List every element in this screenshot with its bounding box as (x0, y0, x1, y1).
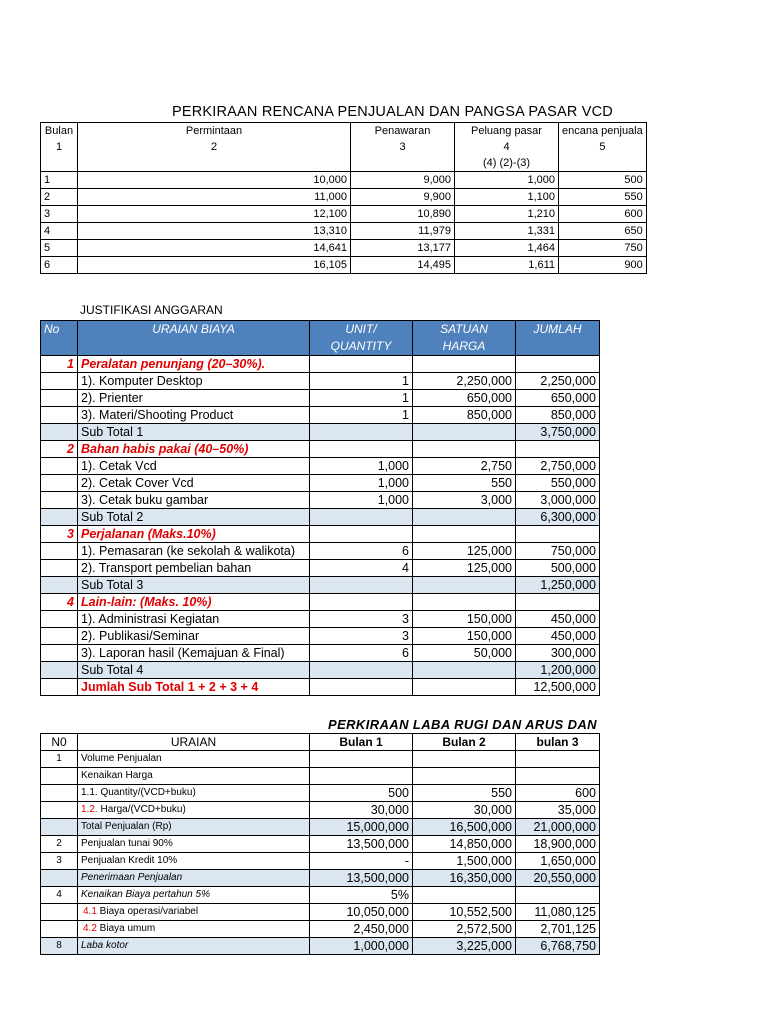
month1-cell: 1,000,000 (310, 938, 413, 955)
price-cell (413, 509, 516, 526)
unit-cell (310, 424, 413, 441)
budget-row (41, 543, 600, 560)
budget-row (41, 492, 600, 509)
row-description (78, 853, 310, 870)
unit-cell (310, 662, 413, 679)
budget-row (41, 662, 600, 679)
row-number (41, 645, 78, 662)
month1-cell: 13,500,000 (310, 836, 413, 853)
row-description: 1). Komputer Desktop (78, 373, 310, 390)
month2-cell: 16,350,000 (413, 870, 516, 887)
row-number: 4 (41, 887, 78, 904)
header-cell: 1 (41, 139, 78, 155)
total-cell: 2,250,000 (516, 373, 600, 390)
total-cell (516, 356, 600, 373)
table-row (41, 189, 647, 206)
month-cell: 1 (41, 172, 78, 189)
price-cell: 550 (413, 475, 516, 492)
header-cell: Peluang pasar (455, 123, 559, 140)
price-cell: 150,000 (413, 611, 516, 628)
value-cell: 14,495 (351, 257, 455, 274)
total-cell: 3,750,000 (516, 424, 600, 441)
unit-cell (310, 577, 413, 594)
row-label: Kenaikan Harga (81, 770, 153, 781)
unit-cell: 6 (310, 543, 413, 560)
month1-cell: 2,450,000 (310, 921, 413, 938)
header-cell (78, 155, 351, 172)
total-cell: 500,000 (516, 560, 600, 577)
row-number: 3 (41, 853, 78, 870)
sales-plan-table (40, 122, 647, 274)
month-cell: 6 (41, 257, 78, 274)
row-number: 4 (41, 594, 78, 611)
total-cell: 1,200,000 (516, 662, 600, 679)
price-cell: 2,250,000 (413, 373, 516, 390)
row-label: Harga/(VCD+buku) (97, 804, 186, 815)
unit-cell (310, 679, 413, 696)
header-cell: bulan 3 (516, 734, 600, 751)
row-number: 3 (41, 526, 78, 543)
table-row (41, 172, 647, 189)
month1-cell (310, 768, 413, 785)
value-cell: 900 (559, 257, 647, 274)
month3-cell: 35,000 (516, 802, 600, 819)
month1-cell: 500 (310, 785, 413, 802)
pl-row (41, 921, 600, 938)
unit-cell: 1,000 (310, 492, 413, 509)
total-cell: 450,000 (516, 611, 600, 628)
row-description (78, 921, 310, 938)
header-cell: 3 (351, 139, 455, 155)
month2-cell: 1,500,000 (413, 853, 516, 870)
header-cell: N0 (41, 734, 78, 751)
header-cell (41, 155, 78, 172)
month3-cell: 2,701,125 (516, 921, 600, 938)
price-cell (413, 356, 516, 373)
unit-cell (310, 594, 413, 611)
row-number (41, 679, 78, 696)
pl-row (41, 853, 600, 870)
price-cell: 50,000 (413, 645, 516, 662)
row-description: 1). Pemasaran (ke sekolah & walikota) (78, 543, 310, 560)
pl-row (41, 836, 600, 853)
budget-row (41, 373, 600, 390)
unit-cell: 1 (310, 373, 413, 390)
row-description: 2). Transport pembelian bahan (78, 560, 310, 577)
row-description (78, 887, 310, 904)
row-number: 8 (41, 938, 78, 955)
value-cell: 13,177 (351, 240, 455, 257)
row-description: 2). Publikasi/Seminar (78, 628, 310, 645)
value-cell: 550 (559, 189, 647, 206)
month2-cell: 2,572,500 (413, 921, 516, 938)
table-row (41, 223, 647, 240)
value-cell: 650 (559, 223, 647, 240)
row-number: 2 (41, 836, 78, 853)
row-number (41, 458, 78, 475)
pl-row (41, 904, 600, 921)
price-cell: 125,000 (413, 560, 516, 577)
budget-row (41, 407, 600, 424)
row-number (41, 543, 78, 560)
value-cell: 1,331 (455, 223, 559, 240)
total-cell (516, 441, 600, 458)
month3-cell: 6,768,750 (516, 938, 600, 955)
header-cell: Penawaran (351, 123, 455, 140)
unit-cell: 3 (310, 628, 413, 645)
row-number (41, 802, 78, 819)
row-label: Penjualan tunai 90% (81, 838, 173, 849)
value-cell: 1,464 (455, 240, 559, 257)
total-cell: 3,000,000 (516, 492, 600, 509)
month1-cell: 10,050,000 (310, 904, 413, 921)
row-description (78, 938, 310, 955)
row-number (41, 560, 78, 577)
value-cell: 600 (559, 206, 647, 223)
header-row (41, 139, 647, 155)
month1-cell: 5% (310, 887, 413, 904)
header-row (41, 338, 600, 356)
row-number (41, 475, 78, 492)
unit-cell (310, 441, 413, 458)
month2-cell (413, 887, 516, 904)
month3-cell: 11,080,125 (516, 904, 600, 921)
month1-cell: - (310, 853, 413, 870)
row-description (78, 785, 310, 802)
month3-cell: 20,550,000 (516, 870, 600, 887)
price-cell (413, 526, 516, 543)
budget-row (41, 679, 600, 696)
unit-cell: 1,000 (310, 458, 413, 475)
row-number: 2 (41, 441, 78, 458)
row-description: Jumlah Sub Total 1 + 2 + 3 + 4 (78, 679, 310, 696)
pl-row (41, 887, 600, 904)
value-cell: 1,611 (455, 257, 559, 274)
total-cell (516, 526, 600, 543)
unit-cell (310, 509, 413, 526)
header-cell: (4) (2)-(3) (455, 155, 559, 172)
unit-cell (310, 526, 413, 543)
price-cell: 150,000 (413, 628, 516, 645)
row-description: Perjalanan (Maks.10%) (78, 526, 310, 543)
total-cell: 650,000 (516, 390, 600, 407)
header-cell: Permintaan (78, 123, 351, 140)
value-cell: 14,641 (78, 240, 351, 257)
header-cell: QUANTITY (310, 338, 413, 356)
total-cell: 12,500,000 (516, 679, 600, 696)
row-label: Total Penjualan (Rp) (81, 821, 172, 832)
budget-row (41, 645, 600, 662)
month3-cell (516, 887, 600, 904)
price-cell: 850,000 (413, 407, 516, 424)
pl-row (41, 802, 600, 819)
header-row (41, 734, 600, 751)
header-cell: Bulan 2 (413, 734, 516, 751)
total-cell: 450,000 (516, 628, 600, 645)
month3-cell: 600 (516, 785, 600, 802)
total-cell: 6,300,000 (516, 509, 600, 526)
row-number (41, 785, 78, 802)
row-description: Sub Total 2 (78, 509, 310, 526)
header-cell (41, 338, 78, 356)
budget-row (41, 458, 600, 475)
header-cell: JUMLAH (516, 321, 600, 339)
price-cell: 650,000 (413, 390, 516, 407)
value-cell: 12,100 (78, 206, 351, 223)
price-cell (413, 441, 516, 458)
value-cell: 11,979 (351, 223, 455, 240)
row-description (78, 836, 310, 853)
row-description: Sub Total 4 (78, 662, 310, 679)
month3-cell (516, 768, 600, 785)
value-cell: 750 (559, 240, 647, 257)
header-row (41, 321, 600, 339)
profit-loss-title: PERKIRAAN LABA RUGI DAN ARUS DAN (328, 717, 597, 732)
month-cell: 4 (41, 223, 78, 240)
total-cell: 550,000 (516, 475, 600, 492)
month1-cell: 13,500,000 (310, 870, 413, 887)
budget-row (41, 628, 600, 645)
price-cell: 3,000 (413, 492, 516, 509)
header-cell: HARGA (413, 338, 516, 356)
budget-row (41, 526, 600, 543)
row-description: 3). Laporan hasil (Kemajuan & Final) (78, 645, 310, 662)
pl-row (41, 870, 600, 887)
header-cell: SATUAN (413, 321, 516, 339)
row-description (78, 802, 310, 819)
row-label: Biaya umum (96, 923, 156, 934)
unit-cell: 1 (310, 390, 413, 407)
month2-cell: 550 (413, 785, 516, 802)
total-cell: 850,000 (516, 407, 600, 424)
month1-cell: 30,000 (310, 802, 413, 819)
price-cell: 2,750 (413, 458, 516, 475)
header-cell: URAIAN (78, 734, 310, 751)
value-cell: 1,100 (455, 189, 559, 206)
total-cell: 2,750,000 (516, 458, 600, 475)
row-description (78, 751, 310, 768)
unit-cell: 1,000 (310, 475, 413, 492)
row-number (41, 373, 78, 390)
row-number (41, 870, 78, 887)
budget-row (41, 577, 600, 594)
row-label: Laba kotor (81, 940, 129, 951)
header-cell (78, 338, 310, 356)
row-description (78, 904, 310, 921)
value-cell: 10,890 (351, 206, 455, 223)
unit-cell: 3 (310, 611, 413, 628)
total-cell (516, 594, 600, 611)
row-number: 1 (41, 356, 78, 373)
row-number: 1 (41, 751, 78, 768)
value-cell: 500 (559, 172, 647, 189)
budget-row (41, 509, 600, 526)
pl-row (41, 938, 600, 955)
price-cell (413, 679, 516, 696)
month3-cell: 18,900,000 (516, 836, 600, 853)
value-cell: 1,000 (455, 172, 559, 189)
header-cell (351, 155, 455, 172)
month2-cell: 16,500,000 (413, 819, 516, 836)
unit-cell: 6 (310, 645, 413, 662)
unit-cell: 1 (310, 407, 413, 424)
row-number (41, 492, 78, 509)
pl-row (41, 785, 600, 802)
value-cell: 11,000 (78, 189, 351, 206)
budget-row (41, 475, 600, 492)
month3-cell: 1,650,000 (516, 853, 600, 870)
row-number (41, 662, 78, 679)
row-label: Kenaikan Biaya pertahun 5% (81, 889, 210, 900)
budget-row (41, 356, 600, 373)
row-description: 2). Prienter (78, 390, 310, 407)
month2-cell (413, 751, 516, 768)
value-cell: 9,900 (351, 189, 455, 206)
header-row (41, 123, 647, 140)
budget-row (41, 424, 600, 441)
price-cell: 125,000 (413, 543, 516, 560)
row-label: Volume Penjualan (81, 753, 162, 764)
budget-row (41, 390, 600, 407)
month2-cell: 14,850,000 (413, 836, 516, 853)
row-description: 1). Cetak Vcd (78, 458, 310, 475)
budget-justification-table (40, 320, 600, 696)
row-prefix: 1.2. (81, 804, 98, 815)
value-cell: 16,105 (78, 257, 351, 274)
sales-plan-title: PERKIRAAN RENCANA PENJUALAN DAN PANGSA PASAR VCD (172, 104, 613, 120)
month3-cell (516, 751, 600, 768)
month1-cell: 15,000,000 (310, 819, 413, 836)
row-label: 1.1. Quantity/(VCD+buku) (81, 787, 196, 798)
header-cell: 5 (559, 139, 647, 155)
row-number (41, 577, 78, 594)
row-description: 2). Cetak Cover Vcd (78, 475, 310, 492)
row-description: Sub Total 1 (78, 424, 310, 441)
price-cell (413, 424, 516, 441)
row-label: Penerimaan Penjualan (81, 872, 183, 883)
month-cell: 5 (41, 240, 78, 257)
header-cell: 2 (78, 139, 351, 155)
month3-cell: 21,000,000 (516, 819, 600, 836)
header-cell (559, 155, 647, 172)
budget-row (41, 594, 600, 611)
budget-row (41, 441, 600, 458)
value-cell: 13,310 (78, 223, 351, 240)
header-cell: Bulan (41, 123, 78, 140)
value-cell: 10,000 (78, 172, 351, 189)
month2-cell: 10,552,500 (413, 904, 516, 921)
row-number (41, 611, 78, 628)
month1-cell (310, 751, 413, 768)
row-label: Penjualan Kredit 10% (81, 855, 178, 866)
header-cell (516, 338, 600, 356)
row-prefix: 4.1 (83, 906, 97, 917)
value-cell: 1,210 (455, 206, 559, 223)
row-number (41, 509, 78, 526)
header-cell: UNIT/ (310, 321, 413, 339)
month2-cell (413, 768, 516, 785)
row-description: 1). Administrasi Kegiatan (78, 611, 310, 628)
row-description (78, 768, 310, 785)
month2-cell: 3,225,000 (413, 938, 516, 955)
pl-row (41, 768, 600, 785)
profit-loss-table (40, 733, 600, 955)
month-cell: 3 (41, 206, 78, 223)
row-number (41, 407, 78, 424)
total-cell: 1,250,000 (516, 577, 600, 594)
row-number (41, 424, 78, 441)
table-row (41, 206, 647, 223)
row-description: Sub Total 3 (78, 577, 310, 594)
pl-row (41, 819, 600, 836)
table-row (41, 257, 647, 274)
row-prefix: 4.2 (83, 923, 97, 934)
budget-row (41, 560, 600, 577)
row-description: Lain-lain: (Maks. 10%) (78, 594, 310, 611)
row-number (41, 768, 78, 785)
row-number (41, 819, 78, 836)
row-description: 3). Materi/Shooting Product (78, 407, 310, 424)
header-row (41, 155, 647, 172)
total-cell: 300,000 (516, 645, 600, 662)
table-row (41, 240, 647, 257)
month-cell: 2 (41, 189, 78, 206)
total-cell: 750,000 (516, 543, 600, 560)
unit-cell (310, 356, 413, 373)
row-number (41, 904, 78, 921)
value-cell: 9,000 (351, 172, 455, 189)
row-description: 3). Cetak buku gambar (78, 492, 310, 509)
header-cell: 4 (455, 139, 559, 155)
row-number (41, 390, 78, 407)
budget-justification-title: JUSTIFIKASI ANGGARAN (80, 303, 223, 317)
row-description (78, 870, 310, 887)
unit-cell: 4 (310, 560, 413, 577)
header-cell: URAIAN BIAYA (78, 321, 310, 339)
row-description (78, 819, 310, 836)
row-label: Biaya operasi/variabel (96, 906, 199, 917)
month2-cell: 30,000 (413, 802, 516, 819)
row-description: Bahan habis pakai (40–50%) (78, 441, 310, 458)
budget-row (41, 611, 600, 628)
header-cell: Bulan 1 (310, 734, 413, 751)
row-number (41, 921, 78, 938)
price-cell (413, 662, 516, 679)
header-cell: encana penjuala (559, 123, 647, 140)
price-cell (413, 594, 516, 611)
pl-row (41, 751, 600, 768)
price-cell (413, 577, 516, 594)
row-description: Peralatan penunjang (20–30%). (78, 356, 310, 373)
row-number (41, 628, 78, 645)
header-cell: No (41, 321, 78, 339)
